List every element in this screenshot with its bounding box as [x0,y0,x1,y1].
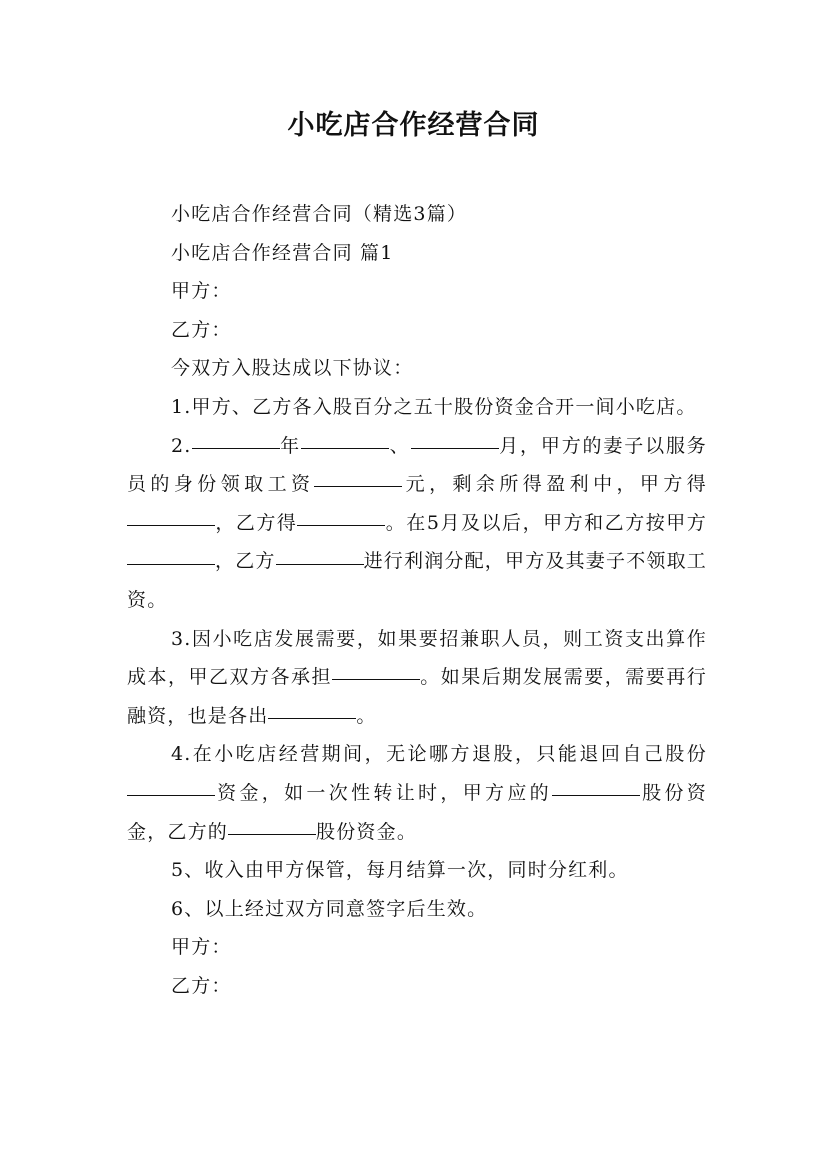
fill-blank [314,485,402,487]
clause-4 [127,735,707,851]
section-heading: 小吃店合作经营合同 篇1 [171,241,394,264]
clause-3-text: 。 [356,704,377,727]
fill-blank [297,524,385,526]
fill-blank [332,678,420,680]
clause-2-text: 、 [389,434,411,457]
signature-party-a-label: 甲方： [171,936,232,959]
clause-2-text: 2. [171,434,192,457]
clause-2-text: 月，甲方的妻子以服务员的身份领取工资 [127,434,707,496]
clause-6: 6、以上经过双方同意签字后生效。 [171,897,488,920]
fill-blank [268,717,356,719]
document-subtitle: 小吃店合作经营合同（精选3篇） [171,203,468,225]
fill-blank [276,563,364,565]
clause-4-text: 股份资金，乙方的 [127,781,707,843]
clause-3-text: 3.因小吃店发展需要，如果要招兼职人员，则工资支出算作成本，甲乙双方各承担 [127,627,707,689]
clause-2-text: 年 [279,434,302,457]
fill-blank [552,794,640,796]
clause-1: 1.甲方、乙方各入股百分之五十股份资金合开一间小吃店。 [171,395,697,418]
clause-2 [127,427,707,620]
fill-blank [127,794,215,796]
party-b-label: 乙方： [171,318,232,341]
clause-4-text: 4.在小吃店经营期间，无论哪方退股，只能退回自己股份 [171,743,707,766]
clause-3 [127,620,707,736]
agreement-intro: 今双方入股达成以下协议： [171,357,414,380]
clause-4-text: 资金，如一次性转让时，甲方应的 [215,781,553,804]
document-body [127,195,707,1005]
clause-2-text: ，乙方得 [215,511,298,534]
fill-blank [301,447,389,449]
clause-2-text: ，乙方 [215,550,276,573]
document-title: 小吃店合作经营合同 [287,110,540,141]
clause-4-text: 股份资金。 [316,820,418,843]
fill-blank [127,524,215,526]
fill-blank [127,563,215,565]
signature-party-b-label: 乙方： [171,974,232,997]
clause-3-text: 。如果后期发展需要，需要再行融资，也是各出 [127,666,707,727]
party-a-label: 甲方： [171,280,232,303]
fill-blank [192,447,280,449]
fill-blank [411,447,499,449]
fill-blank [228,833,316,835]
clause-5: 5、收入由甲方保管，每月结算一次，同时分红利。 [171,859,629,882]
clause-2-text: 元，剩余所得盈利中，甲方得 [402,473,707,496]
clause-2-text: 。在5月及以后，甲方和乙方按甲方 [385,511,707,534]
clause-2-text: 进行利润分配，甲方及其妻子不领取工资。 [127,550,708,611]
